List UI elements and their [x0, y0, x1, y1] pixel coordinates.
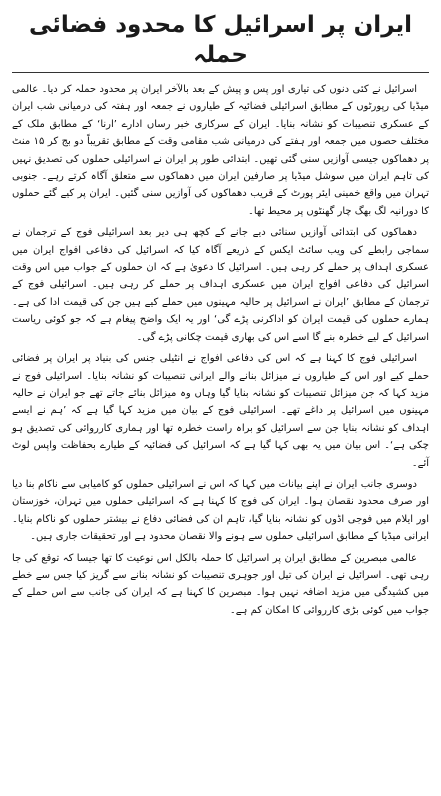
article-paragraph: دھماکوں کی ابتدائی آوازیں سنائی دیے جانے کے کچھ ہی دیر بعد اسرائیلی فوج کے ترجمان نے سماجی رابطے کی ویب سائٹ ایکس کے ذریعے آگاہ کیا کہ اسرائیل کی دفاعی افواج ایران میں عسکری اہداف پر حملے کر رہی ہیں۔ اسرائیل کا دعویٰ ہے کہ ان حملوں کے جواب میں اس وقت اسرائیل کی دفاعی افواج ایران میں عسکری اہداف پر حملے کر رہی ہیں۔ اسرائیلی فوج کے ترجمان کے مطابق ’ایران نے اسرائیل پر حالیہ مہینوں میں حملے کیے ہیں جن کی قیمت ادا کی ہے۔ ہمارے حملوں کی قیمت ایران کو اداکرنی پڑے گی‘ اور یہ ایک واضح پیغام ہے کہ جو کوئی ریاست اسرائیل کے لیے خطرہ بنے گا اسے اس کی بھاری قیمت چکانی پڑے گی۔: [12, 227, 429, 343]
article-body: [12, 81, 429, 619]
article-paragraph: عالمی مبصرین کے مطابق ایران پر اسرائیل کا حملہ بالکل اس نوعیت کا تھا جیسا کہ توقع کی جا رہی تھی۔ اسرائیل نے ایران کی تیل اور جوہری تنصیبات کو نشانہ بنانے سے گریز کیا جس سے خطے میں کشیدگی میں مزید اضافہ نہیں ہوا۔ مبصرین کا کہنا ہے کہ ایران کی جانب سے اس حملے کے جواب میں کوئی بڑی کارروائی کا امکان کم ہے۔: [12, 552, 429, 616]
article-headline: ایران پر اسرائیل کا محدود فضائی حملہ: [12, 10, 429, 73]
article-paragraph: اسرائیلی فوج کا کہنا ہے کہ اس کی دفاعی افواج نے انٹیلی جنس کی بنیاد پر ایران پر فضائی حملے کیے اور اس کے طیاروں نے میزائل بنانے والے ایرانی تنصیبات کو نشانہ بنایا۔ اسرائیلی فوج نے مزید کہا کہ جن میزائل تنصیبات کو نشانہ بنایا گیا وہاں وہ میزائل بنائے جاتے تھے جو ایران نے حالیہ مہینوں میں اسرائیل پر داغے تھے۔ اسرائیلی فوج کے بیان میں مزید کہا گیا ہے کہ ’ہم نے ایسے اہداف کو نشانہ بنایا جن سے اسرائیل کو براہ راست خطرہ تھا اور ہماری کارروائی کی تصدیق ہو چکی ہے‘۔ اس بیان میں یہ بھی کہا گیا ہے کہ اسرائیل کی فضائیہ کے طیارے بحفاظت واپس لوٹ آئے۔: [12, 353, 429, 469]
article-paragraph: دوسری جانب ایران نے اپنے بیانات میں کہا کہ اس نے اسرائیلی حملوں کو کامیابی سے ناکام بنا دیا اور صرف محدود نقصان ہوا۔ ایران کی فوج کا کہنا ہے کہ اسرائیلی حملوں میں تہران، خوزستان اور ایلام میں فوجی اڈوں کو نشانہ بنایا گیا، تاہم ان کی فضائی دفاع نے بیشتر حملوں کو ناکام بنایا۔ ایرانی میڈیا کے مطابق اسرائیلی حملوں سے ہونے والا نقصان محدود ہے اور تحقیقات جاری ہیں۔: [12, 478, 429, 543]
headline-container: [12, 10, 429, 73]
article-paragraph: اسرائیل نے کئی دنوں کی تیاری اور پس و پیش کے بعد بالآخر ایران پر محدود حملہ کر دیا۔ عالمی میڈیا کی رپورٹوں کے مطابق اسرائیلی فضائیہ کے طیاروں نے جمعہ اور ہفتہ کی درمیانی شب ایران کے عسکری تنصیبات کو نشانہ بنایا۔ ایران کے سرکاری خبر رساں ادارے ’ارنا‘ کے مطابق ملک کے مختلف حصوں میں جمعہ اور ہفتے کی درمیانی شب مقامی وقت کے مطابق تقریباً دو بج کر ۱۵ منٹ پر دھماکوں جیسی آوازیں سنی گئی تھیں۔ ابتدائی طور پر ایران نے اسرائیلی حملوں کی تصدیق نہیں کی تاہم ایران میں سوشل میڈیا پر صارفین ایران میں دھماکوں سے متعلق آگاہ کرتے رہے۔ جنوبی تہران میں واقع خمینی ایئر پورٹ کے قریب دھماکوں کی آوازیں سنی گئیں۔ ایران پر کیے گئے حملوں کا دورانیہ لگ بھگ چار گھنٹوں پر محیط تھا۔: [12, 84, 429, 217]
